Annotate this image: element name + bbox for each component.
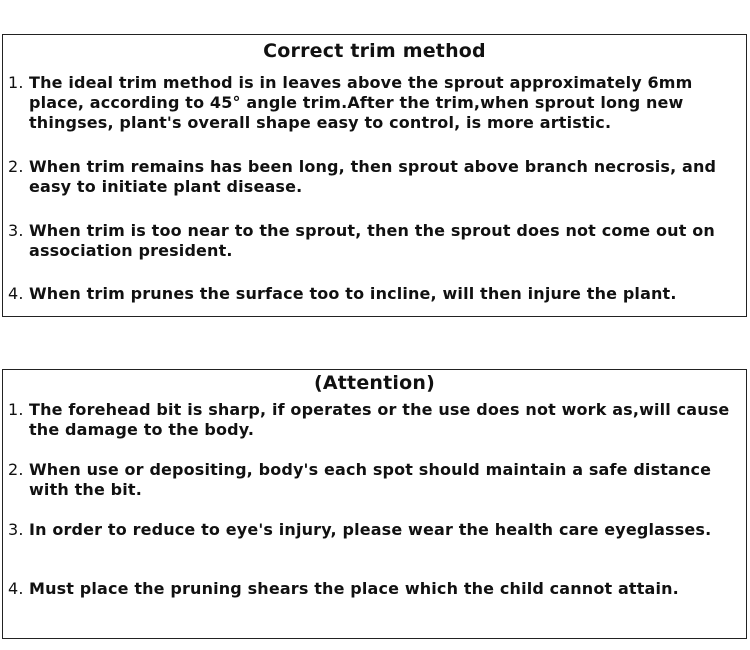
attention-section-title: (Attention) xyxy=(313,372,436,394)
attention-list-item-1 xyxy=(8,400,740,440)
attention-list-item-3 xyxy=(8,520,740,540)
trim-list-item-3 xyxy=(8,221,740,261)
attention-item-text: In order to reduce to eye's injury, please wear the health care eyeglasses. xyxy=(29,520,712,539)
attention-item-text: When use or depositing, body's each spot should maintain a safe distance with the bit. xyxy=(29,460,712,499)
attention-panel xyxy=(2,369,747,639)
attention-item-number: 3. xyxy=(8,520,24,539)
attention-item-number: 2. xyxy=(8,460,24,479)
attention-item-number: 1. xyxy=(8,400,24,419)
trim-list-item-2 xyxy=(8,157,740,197)
trim-item-text: The ideal trim method is in leaves above the sprout approximately 6mm place, according to 45° angle trim.After the trim,when sprout long new thingses, plant's overall shape easy to control, is more artistic. xyxy=(29,73,693,132)
trim-item-number: 3. xyxy=(8,221,24,240)
attention-item-number: 4. xyxy=(8,579,24,598)
trim-item-text: When trim is too near to the sprout, then the sprout does not come out on association president. xyxy=(29,221,715,260)
trim-list-item-1 xyxy=(8,73,740,133)
trim-item-number: 1. xyxy=(8,73,24,92)
attention-item-text: The forehead bit is sharp, if operates or the use does not work as,will cause the damage to the body. xyxy=(29,400,730,439)
trim-list-item-4 xyxy=(8,284,740,304)
attention-list-item-2 xyxy=(8,460,740,500)
trim-item-number: 2. xyxy=(8,157,24,176)
trim-item-text: When trim prunes the surface too to incline, will then injure the plant. xyxy=(29,284,677,303)
trim-item-number: 4. xyxy=(8,284,24,303)
trim-item-text: When trim remains has been long, then sprout above branch necrosis, and easy to initiate plant disease. xyxy=(29,157,717,196)
attention-item-text: Must place the pruning shears the place which the child cannot attain. xyxy=(29,579,679,598)
correct-trim-method-panel xyxy=(2,34,747,317)
trim-section-title: Correct trim method xyxy=(263,40,486,62)
attention-list-item-4 xyxy=(8,579,740,599)
